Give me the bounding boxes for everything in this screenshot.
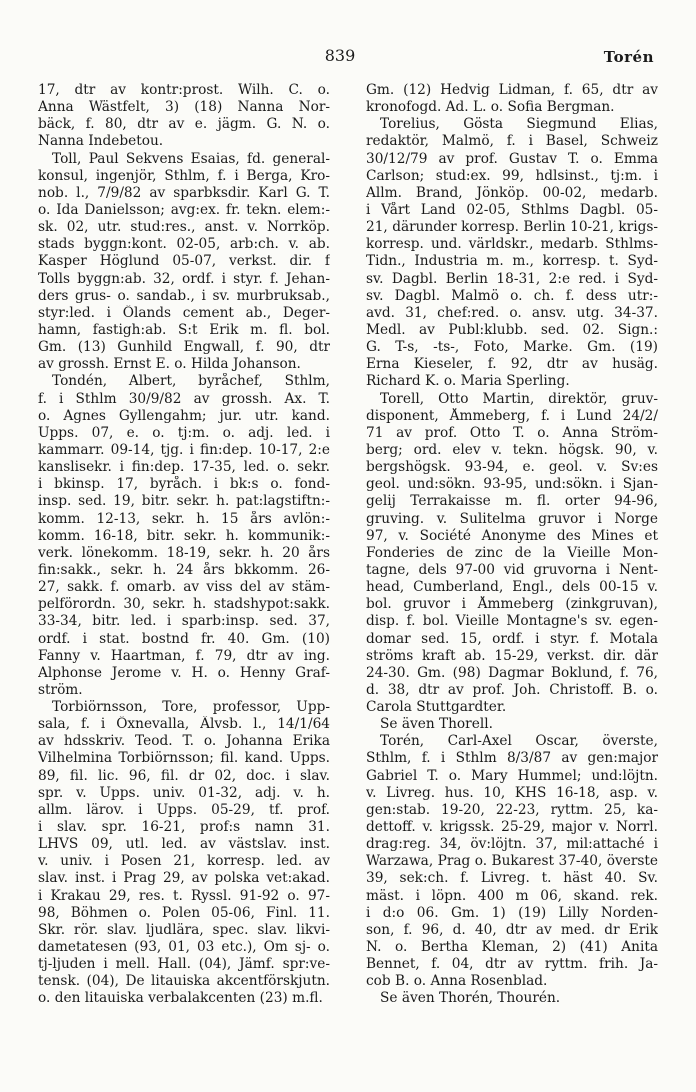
text-line: Allm. Brand, Jönköp. 00-02, medarb. bbox=[366, 184, 658, 201]
text-line: berg; ord. elev v. tekn. högsk. 90, v. bbox=[366, 441, 658, 458]
text-line: v. univ. i Posen 21, korresp. led. av bbox=[38, 853, 330, 870]
text-line: ders grus- o. sandab., i sv. murbruksab., bbox=[38, 287, 330, 304]
text-line: 21, därunder korresp. Berlin 10-21, krigs- bbox=[366, 219, 658, 236]
text-line: disp. f. bol. Vieille Montagne's sv. egen- bbox=[366, 613, 658, 630]
text-line: tagne, dels 97-00 vid gruvorna i Nent- bbox=[366, 561, 658, 578]
text-line: ströms kraft ab. 15-29, verkst. dir. där bbox=[366, 647, 658, 664]
text-line: i Krakau 29, res. t. Ryssl. 91-92 o. 97- bbox=[38, 887, 330, 904]
text-line: 30/12/79 av prof. Gustav T. o. Emma bbox=[366, 150, 658, 167]
text-line: av hdsskriv. Teod. T. o. Johanna Erika bbox=[38, 733, 330, 750]
text-line: Toll, Paul Sekvens Esaias, fd. general- bbox=[52, 150, 330, 167]
left-column bbox=[38, 82, 330, 1008]
text-line: Vilhelmina Torbiörnsson; fil. kand. Upps. bbox=[38, 750, 330, 767]
text-line: Nanna Indebetou. bbox=[38, 133, 164, 150]
text-line: Tidn., Industria m. m., korresp. t. Syd- bbox=[366, 253, 658, 270]
text-line: Fanny v. Haartman, f. 79, dtr av ing. bbox=[38, 647, 330, 664]
text-line: geol. und:sökn. 93-95, und:sökn. i Sjan- bbox=[366, 476, 658, 493]
text-line: Torelius, Gösta Siegmund Elias, bbox=[380, 116, 658, 133]
text-line: i slav. spr. 16-21, prof:s namn 31. bbox=[38, 819, 330, 836]
text-line: Torell, Otto Martin, direktör, gruv- bbox=[380, 390, 658, 407]
text-line: Anna Wästfelt, 3) (18) Nanna Nor- bbox=[38, 99, 330, 116]
text-line: 71 av prof. Otto T. o. Anna Ström- bbox=[366, 424, 658, 441]
text-line: 39, sek:ch. f. Livreg. t. häst 40. Sv. bbox=[366, 870, 658, 887]
text-line: f. i Sthlm 30/9/82 av grossh. Ax. T. bbox=[38, 390, 330, 407]
page-number: 839 bbox=[324, 46, 356, 65]
text-line: pelförordn. 30, sekr. h. stadshypot:sakk. bbox=[38, 596, 330, 613]
text-line: i d:o 06. Gm. 1) (19) Lilly Norden- bbox=[366, 904, 658, 921]
text-line: bergshögsk. 93-94, e. geol. v. Sv:es bbox=[366, 459, 658, 476]
text-line: spr. v. Upps. univ. 01-32, adj. v. h. bbox=[38, 784, 330, 801]
text-line: avd. 31, chef:red. o. ansv. utg. 34-37. bbox=[366, 304, 658, 321]
text-line: konsul, ingenjör, Sthlm, f. i Berga, Kro- bbox=[38, 167, 330, 184]
text-line: o. Agnes Gyllengahm; jur. utr. kand. bbox=[38, 407, 330, 424]
text-line: disponent, Åmmeberg, f. i Lund 24/2/ bbox=[366, 407, 658, 424]
text-line: gruving. v. Sulitelma gruvor i Norge bbox=[366, 510, 658, 527]
text-line: 89, fil. lic. 96, fil. dr 02, doc. i slav. bbox=[38, 767, 330, 784]
text-line: Tolls byggn:ab. 32, ordf. i styr. f. Jehan- bbox=[38, 270, 330, 287]
text-line: o. Ida Danielsson; avg:ex. fr. tekn. elem:- bbox=[38, 201, 330, 218]
text-line: dettoff. v. krigssk. 25-29, major v. Norrl. bbox=[366, 819, 658, 836]
text-line: Gabriel T. o. Mary Hummel; und:löjtn. bbox=[366, 767, 658, 784]
text-line: Fonderies de zinc de la Vieille Mon- bbox=[366, 544, 658, 561]
text-line: cob B. o. Anna Rosenblad. bbox=[366, 973, 548, 990]
text-line: mäst. i löpn. 400 m 06, skand. rek. bbox=[366, 887, 658, 904]
text-line: 27, sakk. f. omarb. av viss del av stäm- bbox=[38, 579, 330, 596]
text-line: av grossh. Ernst E. o. Hilda Johanson. bbox=[38, 356, 301, 373]
text-line: N. o. Bertha Kleman, 2) (41) Anita bbox=[366, 939, 658, 956]
text-line: Bennet, f. 04, dtr av ryttm. frih. Ja- bbox=[366, 956, 658, 973]
text-line: Gm. (13) Gunhild Engwall, f. 90, dtr bbox=[38, 339, 330, 356]
text-line: Warzawa, Prag o. Bukarest 37-40, överste bbox=[366, 853, 658, 870]
text-line: Torbiörnsson, Tore, professor, Upp- bbox=[52, 699, 330, 716]
text-line: Carola Stuttgardter. bbox=[366, 699, 507, 716]
text-line: bol. gruvor i Åmmeberg (zinkgruvan), bbox=[366, 596, 658, 613]
text-line: domar sed. 15, ordf. i styr. f. Motala bbox=[366, 630, 658, 647]
text-line: Se även Thorell. bbox=[380, 716, 493, 733]
text-line: i Vårt Land 02-05, Sthlms Dagbl. 05- bbox=[366, 201, 658, 218]
text-line: kronofogd. Ad. L. o. Sofia Bergman. bbox=[366, 99, 615, 116]
text-line: Torén, Carl-Axel Oscar, överste, bbox=[380, 733, 658, 750]
text-line: dametatesen (93, 01, 03 etc.), Om sj- o. bbox=[38, 939, 330, 956]
text-line: insp. sed. 19, bitr. sekr. h. pat:lagstiftn:- bbox=[38, 493, 330, 510]
text-line: korresp. und. världskr., medarb. Sthlms- bbox=[366, 236, 658, 253]
text-line: Richard K. o. Maria Sperling. bbox=[366, 373, 570, 390]
text-line: kanslisekr. i fin:dep. 17-35, led. o. sekr. bbox=[38, 459, 330, 476]
text-line: redaktör, Malmö, f. i Basel, Schweiz bbox=[366, 133, 658, 150]
text-line: gelij Terrakaisse m. fl. orter 94-96, bbox=[366, 493, 658, 510]
text-line: ordf. i stat. bostnd fr. 40. Gm. (10) bbox=[38, 630, 330, 647]
text-line: sk. 02, utr. stud:res., anst. v. Norrköp. bbox=[38, 219, 330, 236]
right-column bbox=[366, 82, 658, 1008]
text-line: o. den litauiska verbalakcenten (23) m.fl. bbox=[38, 990, 323, 1007]
text-line: 97, v. Société Anonyme des Mines et bbox=[366, 527, 658, 544]
text-line: hamn, fastigh:ab. S:t Erik m. fl. bol. bbox=[38, 321, 330, 338]
text-line: slav. inst. i Prag 29, av polska vet:akad. bbox=[38, 870, 330, 887]
text-line: Kasper Höglund 05-07, verkst. dir. f bbox=[38, 253, 330, 270]
text-line: Tondén, Albert, byråchef, Sthlm, bbox=[52, 373, 330, 390]
text-line: komm. 12-13, sekr. h. 15 års avlön:- bbox=[38, 510, 330, 527]
text-line: Skr. rör. slav. ljudlära, spec. slav. likvi- bbox=[38, 921, 330, 938]
text-line: Se även Thorén, Thourén. bbox=[380, 990, 561, 1007]
text-line: tj-ljuden i mell. Hall. (04), Jämf. spr:ve- bbox=[38, 956, 330, 973]
text-line: 24-30. Gm. (98) Dagmar Boklund, f. 76, bbox=[366, 664, 658, 681]
text-line: drag:reg. 34, öv:löjtn. 37, mil:attaché i bbox=[366, 836, 658, 853]
text-line: allm. lärov. i Upps. 05-29, tf. prof. bbox=[38, 801, 330, 818]
text-line: Erna Kieseler, f. 92, dtr av husäg. bbox=[366, 356, 658, 373]
text-line: fin:sakk., sekr. h. 24 års bkkomm. 26- bbox=[38, 561, 330, 578]
text-line: nob. l., 7/9/82 av sparbksdir. Karl G. T. bbox=[38, 184, 330, 201]
text-line: Alphonse Jerome v. H. o. Henny Graf- bbox=[38, 664, 330, 681]
running-head: Torén bbox=[603, 48, 654, 66]
text-line: Upps. 07, e. o. tj:m. o. adj. led. i bbox=[38, 424, 330, 441]
text-line: kammarr. 09-14, tjg. i fin:dep. 10-17, 2:e bbox=[38, 441, 330, 458]
text-line: 33-34, bitr. led. i sparb:insp. sed. 37, bbox=[38, 613, 330, 630]
text-line: tensk. (04), De litauiska akcentförskjutn. bbox=[38, 973, 330, 990]
text-line: Sthlm, f. i Sthlm 8/3/87 av gen:major bbox=[366, 750, 658, 767]
text-line: sv. Dagbl. Malmö o. ch. f. dess utr:- bbox=[366, 287, 658, 304]
text-line: gen:stab. 19-20, 22-23, ryttm. 25, ka- bbox=[366, 801, 658, 818]
text-line: ström. bbox=[38, 681, 83, 698]
text-line: head, Cumberland, Engl., dels 00-15 v. bbox=[366, 579, 658, 596]
text-line: sala, f. i Öxnevalla, Älvsb. l., 14/1/64 bbox=[38, 716, 330, 733]
text-line: Medl. av Publ:klubb. sed. 02. Sign.: bbox=[366, 321, 658, 338]
text-line: komm. 16-18, bitr. sekr. h. kommunik:- bbox=[38, 527, 330, 544]
text-line: verk. lönekomm. 18-19, sekr. h. 20 års bbox=[38, 544, 330, 561]
text-line: G. T-s, -ts-, Foto, Marke. Gm. (19) bbox=[366, 339, 658, 356]
text-line: 17, dtr av kontr:prost. Wilh. C. o. bbox=[38, 82, 330, 98]
text-line: i bkinsp. 17, byråch. i bk:s o. fond- bbox=[38, 476, 330, 493]
text-line: styr:led. i Ölands cement ab., Deger- bbox=[38, 304, 330, 321]
text-line: d. 38, dtr av prof. Joh. Christoff. B. o. bbox=[366, 681, 658, 698]
text-line: son, f. 96, d. 40, dtr av med. dr Erik bbox=[366, 921, 658, 938]
text-line: stads byggn:kont. 02-05, arb:ch. v. ab. bbox=[38, 236, 330, 253]
text-line: bäck, f. 80, dtr av e. jägm. G. N. o. bbox=[38, 116, 330, 133]
text-line: 98, Böhmen o. Polen 05-06, Finl. 11. bbox=[38, 904, 330, 921]
text-line: LHVS 09, utl. led. av västslav. inst. bbox=[38, 836, 330, 853]
text-line: sv. Dagbl. Berlin 18-31, 2:e red. i Syd- bbox=[366, 270, 658, 287]
text-line: v. Livreg. hus. 10, KHS 16-18, asp. v. bbox=[366, 784, 658, 801]
text-line: Carlson; stud:ex. 99, hdlsinst., tj:m. i bbox=[366, 167, 658, 184]
text-line: Gm. (12) Hedvig Lidman, f. 65, dtr av bbox=[366, 82, 658, 98]
